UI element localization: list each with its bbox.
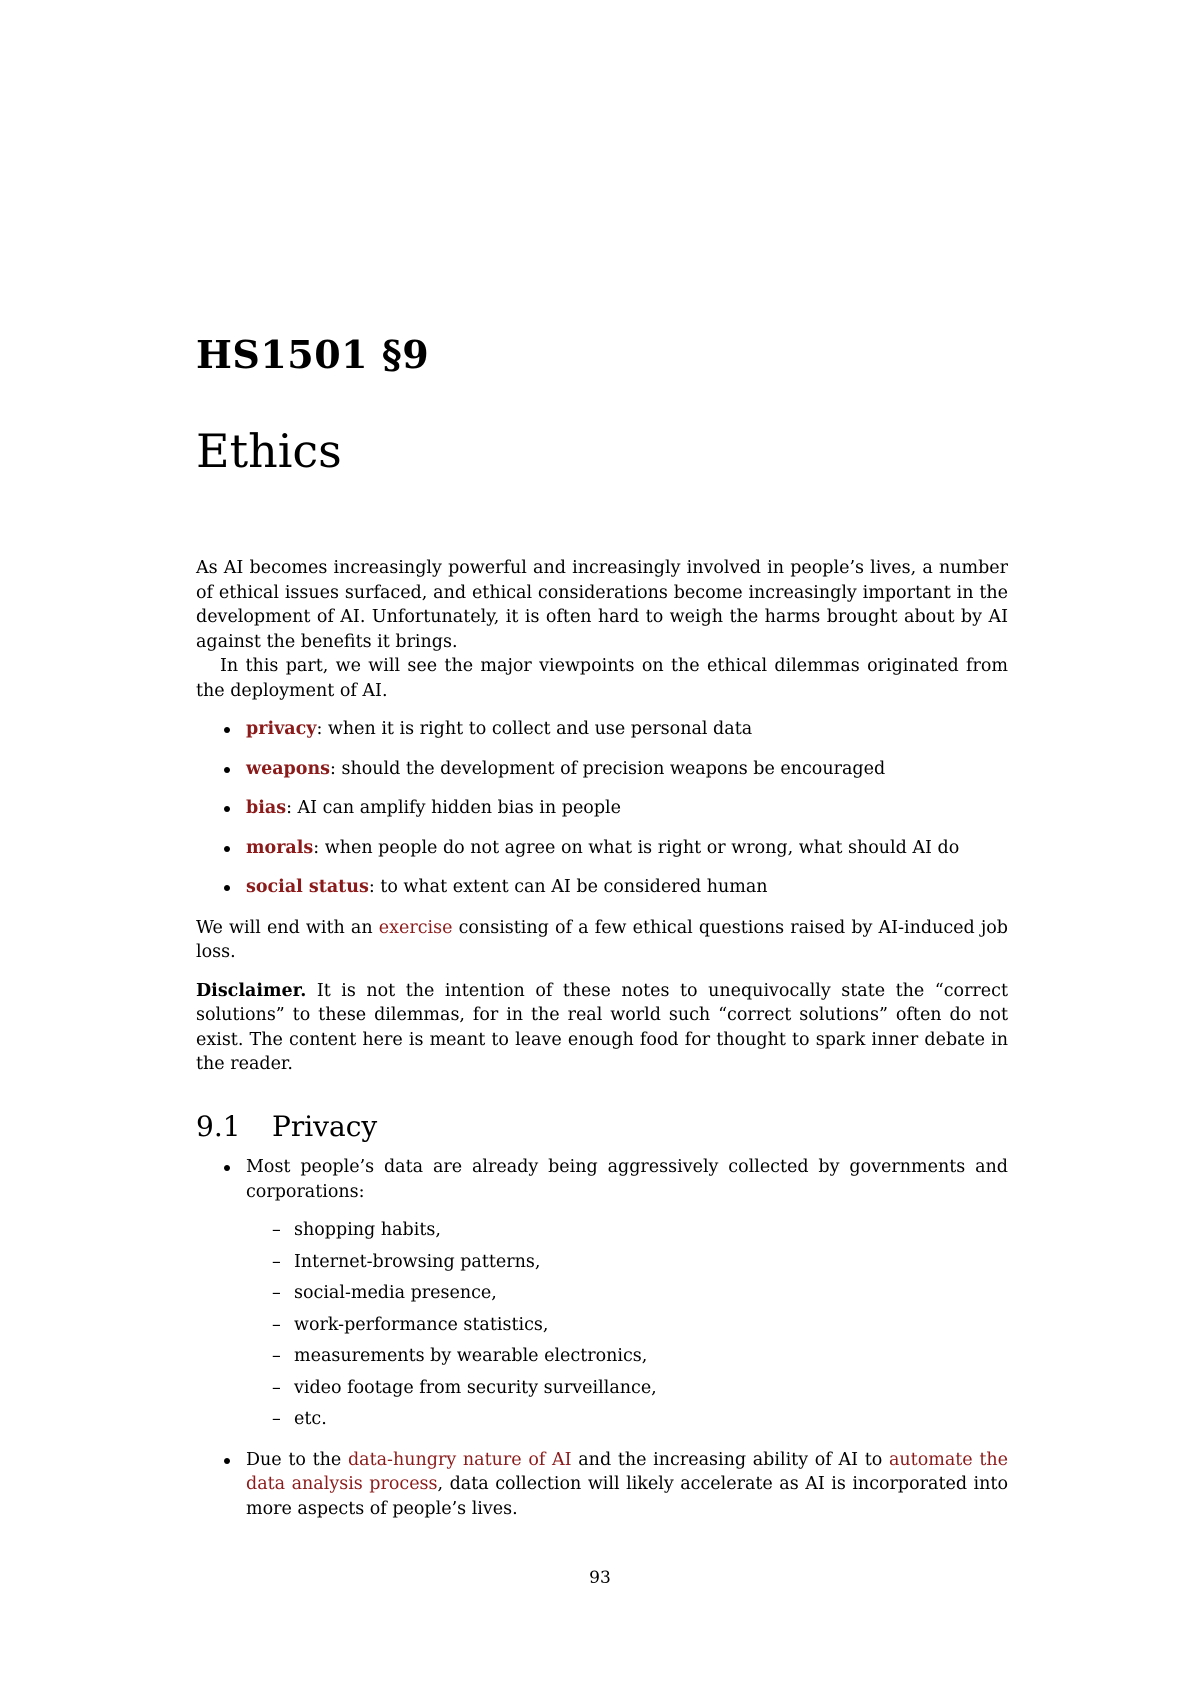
automate-analysis-link[interactable]: automate the data analysis process (246, 1449, 1008, 1494)
dash-icon: – (272, 1314, 281, 1335)
list-item (224, 757, 1008, 782)
page-body (196, 556, 1008, 1521)
privacy-bullet-1: Most people’s data are already being aggressively collected by governments and corporations: (246, 1157, 1008, 1202)
data-type: Internet-browsing patterns, (294, 1251, 541, 1272)
list-item (224, 836, 1008, 861)
topic-description: : to what extent can AI be considered human (368, 877, 768, 897)
closing-text: We will end with an (196, 917, 379, 938)
disclaimer-text: It is not the intention of these notes to unequivocally state the “correct solutions” to these dilemmas, for in the real world such “correct solutions” often do not exist. The content here is meant to leave enough food for thought to spark inner debate in the reader. (196, 980, 1008, 1074)
bullet-icon (224, 1458, 230, 1464)
topic-description: : when people do not agree on what is right or wrong, what should AI do (313, 837, 960, 858)
bullet-text: Due to the (246, 1449, 348, 1470)
exercise-link[interactable]: exercise (378, 917, 453, 938)
dash-icon: – (272, 1346, 281, 1366)
data-type: video footage from security surveillance, (294, 1377, 657, 1398)
section-number: 9.1 (196, 1109, 241, 1143)
dash-icon: – (272, 1220, 281, 1240)
data-type: etc. (294, 1409, 327, 1429)
topic-link-weapons[interactable]: weapons (246, 758, 331, 779)
section-title: Privacy (272, 1109, 378, 1143)
page-number: 93 (589, 1568, 611, 1588)
intro-paragraph: As AI becomes increasingly powerful and increasingly involved in people’s lives, a number of ethical issues surfaced, and ethical considerations become increasingly important in the development of AI. Unfortunately, it is often hard to weigh the harms brought about by AI against the benefits it brings. (196, 558, 1008, 652)
data-type: work-performance statistics, (294, 1314, 549, 1335)
closing-text-end: consisting of a few ethical questions raised by AI-induced job loss. (196, 917, 1009, 962)
bullet-icon (224, 846, 230, 852)
privacy-bullet-2 (246, 1448, 1008, 1522)
list-item (224, 717, 1008, 742)
closing-paragraph (196, 916, 1008, 965)
topic-link-privacy[interactable]: privacy (246, 719, 317, 739)
dash-icon: – (272, 1409, 281, 1429)
chapter-label: HS1501 §9 (196, 332, 430, 377)
privacy-list (224, 1155, 1008, 1521)
disclaimer-paragraph (196, 979, 1008, 1077)
topic-description: : should the development of precision weapons be encouraged (330, 758, 886, 779)
list-item (272, 1218, 1008, 1243)
list-item (224, 1448, 1008, 1522)
list-item (224, 1155, 1008, 1432)
intro-paragraph-2: In this part, we will see the major viewpoints on the ethical dilemmas originated from the deployment of AI. (196, 656, 1008, 701)
list-item (224, 796, 1008, 821)
topic-link-bias[interactable]: bias (246, 798, 287, 818)
list-item (272, 1344, 1008, 1369)
list-item (224, 875, 1008, 900)
bullet-icon (224, 885, 230, 891)
dash-icon: – (272, 1251, 281, 1272)
topic-description: : AI can amplify hidden bias in people (286, 798, 621, 818)
data-type: measurements by wearable electronics, (294, 1346, 648, 1366)
chapter-title: Ethics (196, 424, 342, 478)
list-item (272, 1407, 1008, 1432)
bullet-icon (224, 1165, 230, 1171)
topic-description: : when it is right to collect and use personal data (316, 719, 753, 739)
data-type: shopping habits, (294, 1220, 441, 1240)
list-item (272, 1376, 1008, 1401)
topic-link-morals[interactable]: morals (246, 837, 314, 858)
bullet-text: , data collection will likely accelerate as AI is incorporated into more aspects of people’s lives. (246, 1474, 1008, 1519)
data-hungry-link[interactable]: data-hungry nature of AI (347, 1449, 572, 1470)
dash-icon: – (272, 1283, 281, 1303)
list-item (272, 1313, 1008, 1338)
dash-icon: – (272, 1377, 281, 1398)
bullet-text: and the increasing ability of AI to (571, 1449, 889, 1470)
bullet-icon (224, 806, 230, 812)
list-item (272, 1250, 1008, 1275)
list-item (272, 1281, 1008, 1306)
topic-list (224, 717, 1008, 900)
data-type-list (272, 1218, 1008, 1432)
section-heading (196, 1109, 1008, 1143)
data-type: social-media presence, (294, 1283, 497, 1303)
bullet-icon (224, 727, 230, 733)
disclaimer-label: Disclaimer. (196, 980, 307, 1001)
topic-link-social-status[interactable]: social status (246, 877, 369, 897)
bullet-icon (224, 767, 230, 773)
